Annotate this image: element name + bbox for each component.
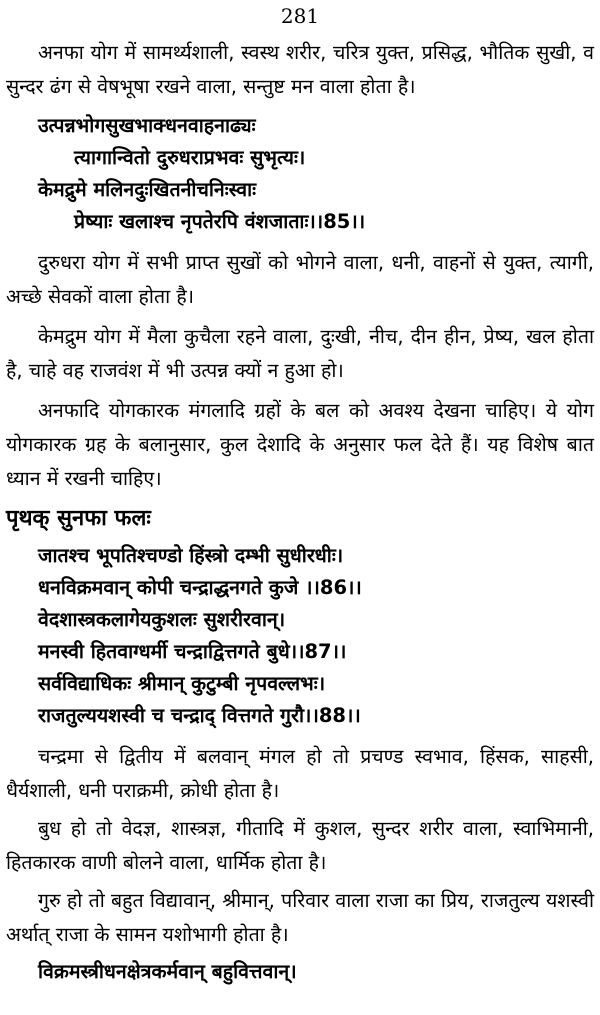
verse-line: त्यागान्वितो दुरुधराप्रभवः सुभृत्यः। xyxy=(74,146,306,169)
verse-line: मनस्वी हितवाग्धर्मी चन्द्राद्वित्तगते बुधे।।87।। xyxy=(38,640,347,663)
paragraph-anaphadi-note: अनफादि योगकारक मंगलादि ग्रहों के बल को अवश्य देखना चाहिए। ये योग योगकारक ग्रह के बलानुसार, कुल देशादि के अनुसार फल देते हैं। यह विशेष बात ध्यान में रखनी चाहिए। xyxy=(6,399,594,490)
section-heading: पृथक् सुनफा फलः xyxy=(6,506,151,531)
verse-line: उत्पन्नभोगसुखभाक्धनवाहनाढ्यः xyxy=(38,114,256,137)
verse-85 xyxy=(6,110,594,238)
page-number: 281 xyxy=(280,4,320,28)
verse-line: सर्वविद्याधिकः श्रीमान् कुटुम्बी नृपवल्लभः। xyxy=(38,672,326,695)
paragraph-kemadruma-yoga: केमद्रुम योग में मैला कुचैला रहने वाला, दुःखी, नीच, दीन हीन, प्रेष्य, खल होता है, चाहे वह राजवंश में भी उत्पन्न क्यों न हुआ हो। xyxy=(6,325,594,382)
paragraph-durudhara-yoga: दुरुधरा योग में सभी प्राप्त सुखों को भोगने वाला, धनी, वाहनों से युक्त, त्यागी, अच्छे सेवकों वाला होता है। xyxy=(6,251,594,308)
paragraph-anapha-yoga: अनफा योग में सामर्थ्यशाली, स्वस्थ शरीर, चरित्र युक्त, प्रसिद्ध, भौतिक सुखी, व सुन्दर ढंग से वेषभूषा रखने वाला, सन्तुष्ट मन वाला होता है। xyxy=(6,41,594,98)
verse-line: केमद्रुमे मलिनदुःखितनीचनिःस्वाः xyxy=(38,178,257,201)
verse-line: राजतुल्ययशस्वी च चन्द्राद् वित्तगते गुरौ।।88।। xyxy=(38,704,361,727)
verse-line: वेदशास्त्रकलागेयकुशलः सुशरीरवान्। xyxy=(38,608,286,631)
verse-line: धनविक्रमवान् कोपी चन्द्राद्धनगते कुजे ।।86।। xyxy=(38,576,362,599)
verse-next xyxy=(6,956,594,988)
verses-86-88 xyxy=(6,540,594,732)
paragraph-mercury-result: बुध हो तो वेदज्ञ, शास्त्रज्ञ, गीतादि में कुशल, सुन्दर शरीर वाला, स्वाभिमानी, हितकारक वाणी बोलने वाला, धार्मिक होता है। xyxy=(6,817,594,874)
verse-line: जातश्च भूपतिश्चण्डो हिंस्त्रो दम्भी सुधीरधीः। xyxy=(38,544,344,567)
page-content xyxy=(6,36,594,996)
paragraph-jupiter-result: गुरु हो तो बहुत विद्यावान्, श्रीमान्, परिवार वाला राजा का प्रिय, राजतुल्य यशस्वी अर्थात् राजा के सामन यशोभागी होता है। xyxy=(6,889,594,946)
verse-line: विक्रमस्त्रीधनक्षेत्रकर्मवान् बहुवित्तवान्। xyxy=(38,960,297,983)
paragraph-mars-result: चन्द्रमा से द्वितीय में बलवान् मंगल हो तो प्रचण्ड स्वभाव, हिंसक, साहसी, धैर्यशाली, धनी पराक्रमी, क्रोधी होता है। xyxy=(6,745,594,802)
verse-line: प्रेष्याः खलाश्च नृपतेरपि वंशजाताः।।85।। xyxy=(74,210,366,233)
